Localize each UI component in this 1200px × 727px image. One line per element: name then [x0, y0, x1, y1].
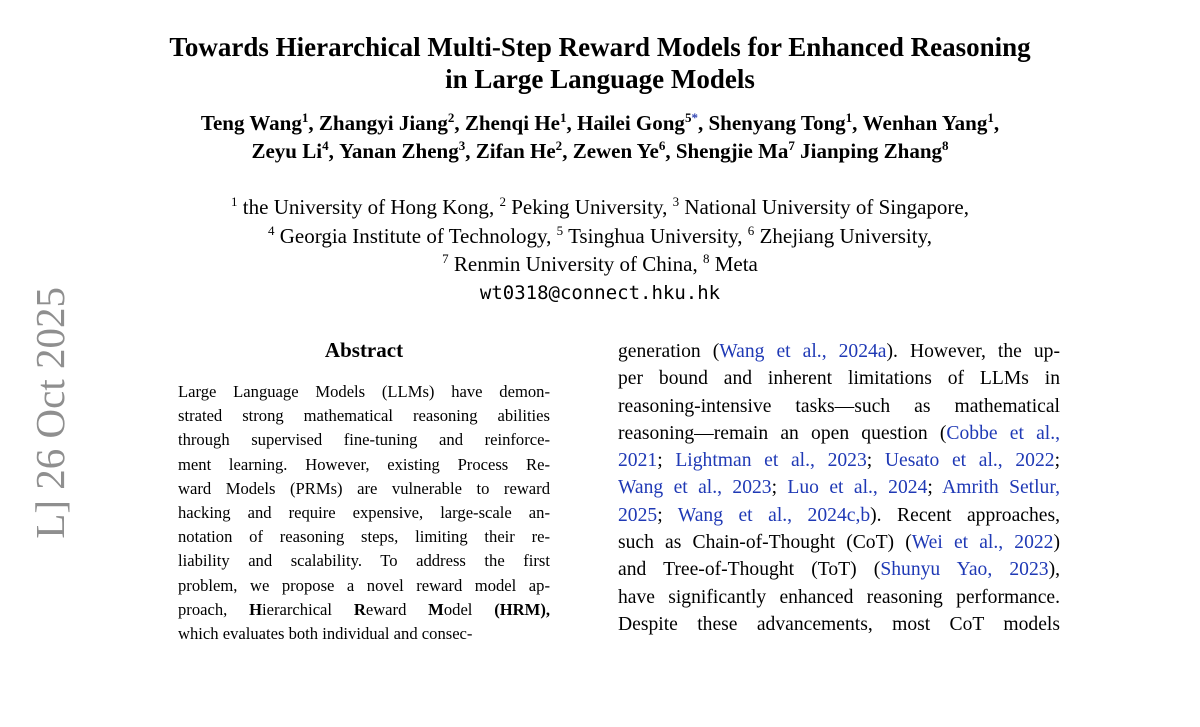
author: Zhangyi Jiang$^2$,: [318, 110, 465, 135]
body-line: 2021; Lightman et al., 2023; Uesato et al., 2022;: [618, 450, 1061, 472]
corresponding-author-mark[interactable]: *: [691, 110, 698, 125]
paper-title: [100, 31, 1100, 95]
author: Zifan He$^2$,: [475, 138, 573, 163]
affiliation-list: [100, 193, 1100, 307]
contact-email[interactable]: wt0318@connect.hku.hk: [479, 281, 721, 304]
citation-link[interactable]: Amrith Setlur,: [942, 477, 1060, 499]
abstract-heading: Abstract: [324, 338, 404, 362]
citation-link[interactable]: Wang et al., 2023: [618, 477, 772, 499]
hrm-abbreviation: (HRM),: [494, 599, 550, 619]
citation-link[interactable]: Wang et al., 2024c,b: [677, 504, 871, 526]
author-corresponding: Hailei Gong$^{5*}$,: [577, 110, 709, 135]
author: Shengjie Ma$^7$: [675, 138, 795, 163]
body-line: per bound and inherent limitations of LLMs in: [618, 368, 1060, 390]
abstract-line: Large Language Models (LLMs) have demon-: [178, 382, 550, 401]
affiliation-line-3: [100, 250, 1100, 279]
affiliation: $^5$ Tsinghua University,: [556, 222, 748, 248]
affiliation: $^8$ Meta: [702, 251, 758, 276]
author-line-2: [100, 137, 1100, 165]
affiliation: $^7$ Renmin University of China,: [442, 251, 703, 276]
abstract-line: hacking and require expensive, large-scale an-: [178, 503, 550, 523]
paper-title-line-1: Towards Hierarchical Multi-Step Reward Models for Enhanced Reasoning: [169, 32, 1031, 62]
abstract-body: [178, 380, 550, 646]
author: Yanan Zheng$^3$,: [339, 138, 476, 163]
abstract-line: ment learning. However, existing Process Re-: [178, 454, 550, 474]
affiliation: $^1$ the University of Hong Kong,: [231, 194, 500, 219]
body-line: such as Chain-of-Thought (CoT) (Wei et al., 2022): [618, 532, 1061, 554]
author: Zhenqi He$^1$,: [464, 110, 577, 135]
abstract-line: through supervised fine-tuning and reinforce-: [178, 430, 550, 450]
affiliation: $^3$ National University of Singapore,: [672, 194, 969, 219]
abstract-line: problem, we propose a novel reward model ap-: [178, 575, 550, 595]
author: Zeyu Li$^4$,: [251, 138, 340, 163]
citation-link[interactable]: Wang et al., 2024a: [719, 341, 887, 362]
arxiv-identifier-stamp: L] 26 Oct 2025: [27, 287, 73, 539]
citation-link[interactable]: Lightman et al., 2023: [675, 450, 867, 472]
affiliation-line-2: [100, 222, 1100, 251]
body-line: have significantly enhanced reasoning performance.: [618, 586, 1060, 608]
affiliation: $^2$ Peking University,: [499, 194, 673, 219]
abstract-line: which evaluates both individual and consec-: [178, 624, 473, 644]
body-line: Despite these advancements, most CoT models: [618, 613, 1060, 635]
abstract-line: strated strong mathematical reasoning abilities: [178, 406, 550, 426]
abstract-line-hrm: proach, Hierarchical Reward Model (HRM),: [178, 599, 550, 619]
citation-link[interactable]: 2025: [618, 504, 658, 526]
citation-link[interactable]: Cobbe et al.,: [946, 422, 1061, 444]
affiliation: $^4$ Georgia Institute of Technology,: [267, 222, 557, 248]
affiliation-line-1: [100, 193, 1100, 222]
author: Wenhan Yang$^1$,: [862, 110, 1000, 135]
author: Jianping Zhang$^8$: [800, 138, 949, 163]
citation-link[interactable]: Shunyu Yao, 2023: [880, 559, 1049, 581]
citation-link[interactable]: Uesato et al., 2022: [884, 450, 1055, 472]
author-line-1: [100, 109, 1100, 137]
body-line: 2025; Wang et al., 2024c,b). Recent approaches,: [618, 504, 1060, 526]
author: Teng Wang$^1$,: [200, 110, 319, 135]
citation-link[interactable]: Wei et al., 2022: [911, 532, 1054, 554]
abstract-line: liability and scalability. To address the first: [178, 551, 550, 571]
affiliation: $^6$ Zhejiang University,: [747, 222, 932, 248]
body-line: and Tree-of-Thought (ToT) (Shunyu Yao, 2023),: [618, 559, 1061, 581]
author-list: [100, 109, 1100, 165]
abstract-line: notation of reasoning steps, limiting their re-: [178, 527, 550, 547]
author: Shenyang Tong$^1$,: [708, 110, 863, 135]
paper-title-line-2: in Large Language Models: [445, 64, 755, 94]
citation-link[interactable]: Luo et al., 2024: [787, 477, 928, 499]
body-line: generation (Wang et al., 2024a). However, the up-: [618, 341, 1060, 362]
citation-link[interactable]: 2021: [618, 450, 658, 472]
body-line: reasoning-intensive tasks—such as mathematical: [618, 395, 1060, 417]
introduction-column: [618, 338, 1060, 638]
body-line: Wang et al., 2023; Luo et al., 2024; Amrith Setlur,: [618, 477, 1060, 499]
author: Zewen Ye$^6$,: [572, 138, 676, 163]
abstract-line: ward Models (PRMs) are vulnerable to reward: [178, 478, 550, 498]
body-line: reasoning—remain an open question (Cobbe et al.,: [618, 422, 1061, 444]
